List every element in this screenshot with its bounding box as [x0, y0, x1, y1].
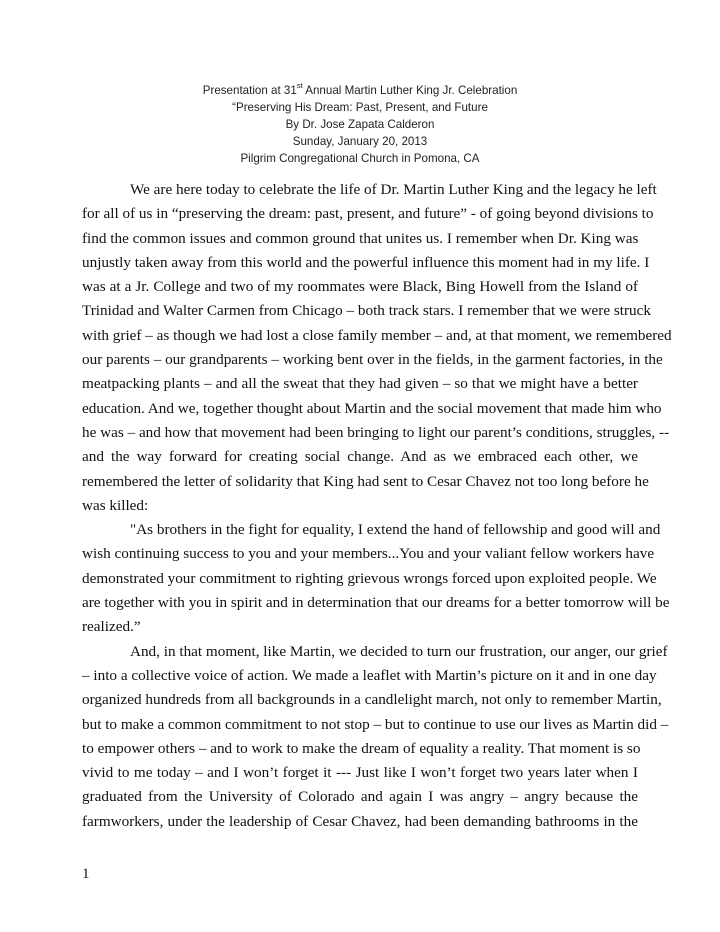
paragraph-line: for all of us in “preserving the dream: past, present, and future” - of going beyond divisions to	[82, 205, 654, 223]
paragraph-line: remembered the letter of solidarity that King had sent to Cesar Chavez not too long before he	[82, 472, 649, 490]
paragraph-line: and the way forward for creating social change. And as we embraced each other, we	[82, 448, 638, 466]
quote-line: realized.”	[82, 618, 141, 636]
quote-line: are together with you in spirit and in determination that our dreams for a better tomorrow will be	[82, 594, 670, 612]
header-author: By Dr. Jose Zapata Calderon	[285, 118, 435, 131]
header-title-line	[0, 82, 720, 99]
document-header	[0, 82, 720, 167]
document-body	[82, 178, 672, 834]
header-date: Sunday, January 20, 2013	[292, 135, 428, 148]
header-title-superscript: st	[296, 81, 303, 91]
header-subtitle: “Preserving His Dream: Past, Present, and Future	[232, 101, 488, 114]
paragraph-line: find the common issues and common ground that unites us. I remember when Dr. King was	[82, 229, 639, 247]
paragraph-line: education. And we, together thought about Martin and the social movement that made him who	[82, 399, 662, 417]
paragraph-line: graduated from the University of Colorado and again I was angry – angry because the	[82, 788, 638, 806]
paragraph-line: our parents – our grandparents – working bent over in the fields, in the garment factories, in the	[82, 351, 663, 369]
paragraph-line: but to make a common commitment to not stop – but to continue to use our lives as Martin did –	[82, 715, 669, 733]
paragraph-line: Trinidad and Walter Carmen from Chicago – both track stars. I remember that we were struck	[82, 302, 651, 320]
paragraph-line: organized hundreds from all backgrounds in a candlelight march, not only to remember Martin,	[82, 691, 662, 709]
page-number: 1	[82, 866, 90, 882]
paragraph-line: to empower others – and to work to make the dream of equality a reality. That moment is so	[82, 739, 641, 757]
quote-line: demonstrated your commitment to righting grievous wrongs forced upon exploited people. We	[82, 569, 657, 587]
quote-line: "As brothers in the fight for equality, I extend the hand of fellowship and good will and	[130, 521, 661, 539]
paragraph-line: was killed:	[82, 496, 149, 514]
paragraph-line: with grief – as though we had lost a close family member – and, at that moment, we remembered	[82, 326, 672, 344]
paragraph-line: meatpacking plants – and all the sweat that they had given – so that we might have a better	[82, 375, 638, 393]
paragraph-line: he was – and how that movement had been bringing to light our parent’s conditions, struggles, --	[82, 423, 670, 441]
quote-line: wish continuing success to you and your members...You and your valiant fellow workers have	[82, 545, 655, 563]
paragraph-line: unjustly taken away from this world and the powerful influence this moment had in my life. I	[82, 253, 650, 271]
paragraph-line: vivid to me today – and I won’t forget it --- Just like I won’t forget two years later when I	[82, 764, 638, 782]
header-location: Pilgrim Congregational Church in Pomona, CA	[240, 152, 480, 165]
paragraph-line: And, in that moment, like Martin, we decided to turn our frustration, our anger, our grief	[130, 642, 668, 660]
paragraph-line: – into a collective voice of action. We made a leaflet with Martin’s picture on it and in one day	[82, 666, 657, 684]
header-title-prefix: Presentation at 31	[202, 84, 297, 97]
paragraph-line: We are here today to celebrate the life of Dr. Martin Luther King and the legacy he left	[130, 181, 657, 198]
paragraph-line: farmworkers, under the leadership of Cesar Chavez, had been demanding bathrooms in the	[82, 812, 638, 830]
paragraph-line: was at a Jr. College and two of my roommates were Black, Bing Howell from the Island of	[82, 278, 638, 296]
header-title-suffix: Annual Martin Luther King Jr. Celebration	[302, 84, 518, 97]
